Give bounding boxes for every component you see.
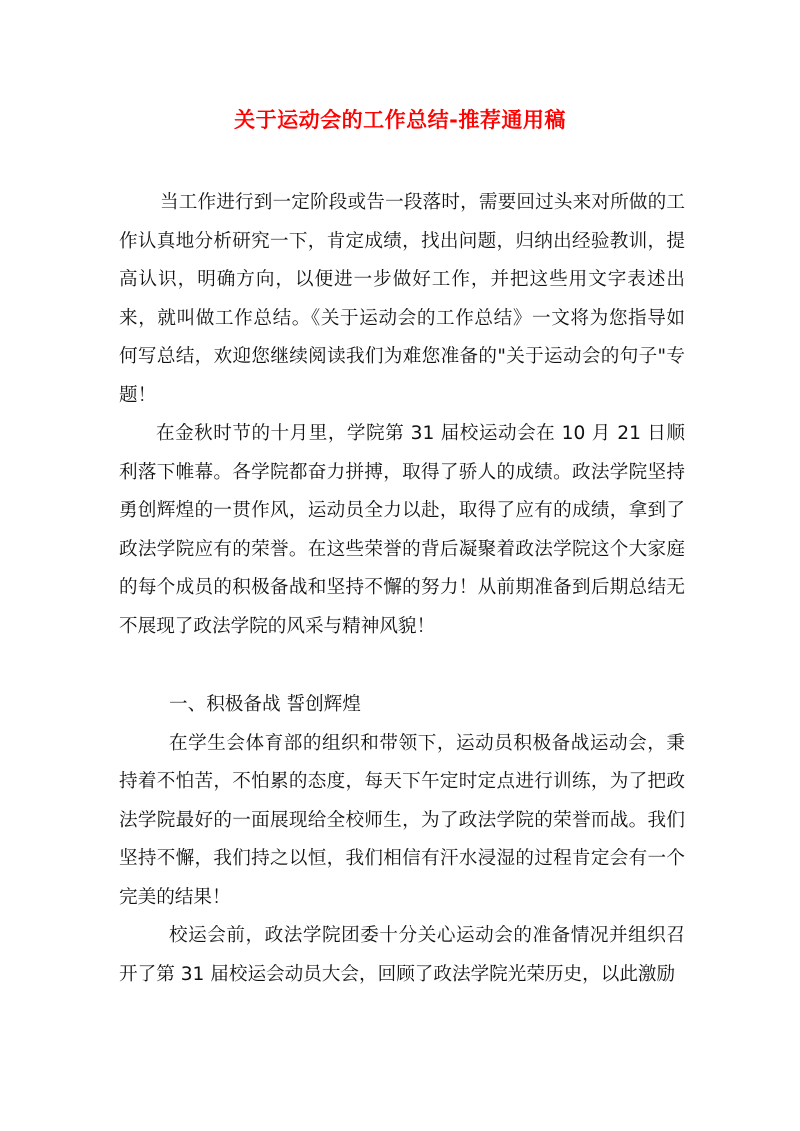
intro-section: [119, 184, 685, 646]
section-paragraph: 校运会前，政法学院团委十分关心运动会的准备情况并组织召开了第 31 届校运会动员大会，回顾了政法学院光荣历史，以此激励: [119, 925, 685, 985]
section-one: [119, 686, 685, 994]
section-paragraph: 在学生会体育部的组织和带领下，运动员积极备战运动会，秉持着不怕苦，不怕累的态度，每天下午定时定点进行训练，为了把政法学院最好的一面展现给全校师生，为了政法学院的荣誉而战。我们坚持不懈，我们持之以恒，我们相信有汗水浸湿的过程肯定会有一个完美的结果！: [119, 732, 685, 908]
document-title: 关于运动会的工作总结-推荐通用稿: [234, 108, 566, 132]
event-paragraph: 在金秋时节的十月里，学院第 31 届校运动会在 10 月 21 日顺利落下帷幕。各学院都奋力拼搏，取得了骄人的成绩。政法学院坚持勇创辉煌的一贯作风，运动员全力以赴，取得了应有的成绩，拿到了政法学院应有的荣誉。在这些荣誉的背后凝聚着政法学院这个大家庭的每个成员的积极备战和坚持不懈的努力！从前期准备到后期总结无不展现了政法学院的风采与精神风貌！: [119, 423, 685, 637]
section-heading: 一、积极备战 誓创辉煌: [169, 694, 361, 715]
intro-paragraph: 当工作进行到一定阶段或告一段落时，需要回过头来对所做的工作认真地分析研究一下，肯定成绩，找出问题，归纳出经验教训，提高认识，明确方向，以便进一步做好工作，并把这些用文字表述出来，就叫做工作总结。《关于运动会的工作总结》一文将为您指导如何写总结，欢迎您继续阅读我们为难您准备的"关于运动会的句子"专题！: [119, 192, 685, 406]
